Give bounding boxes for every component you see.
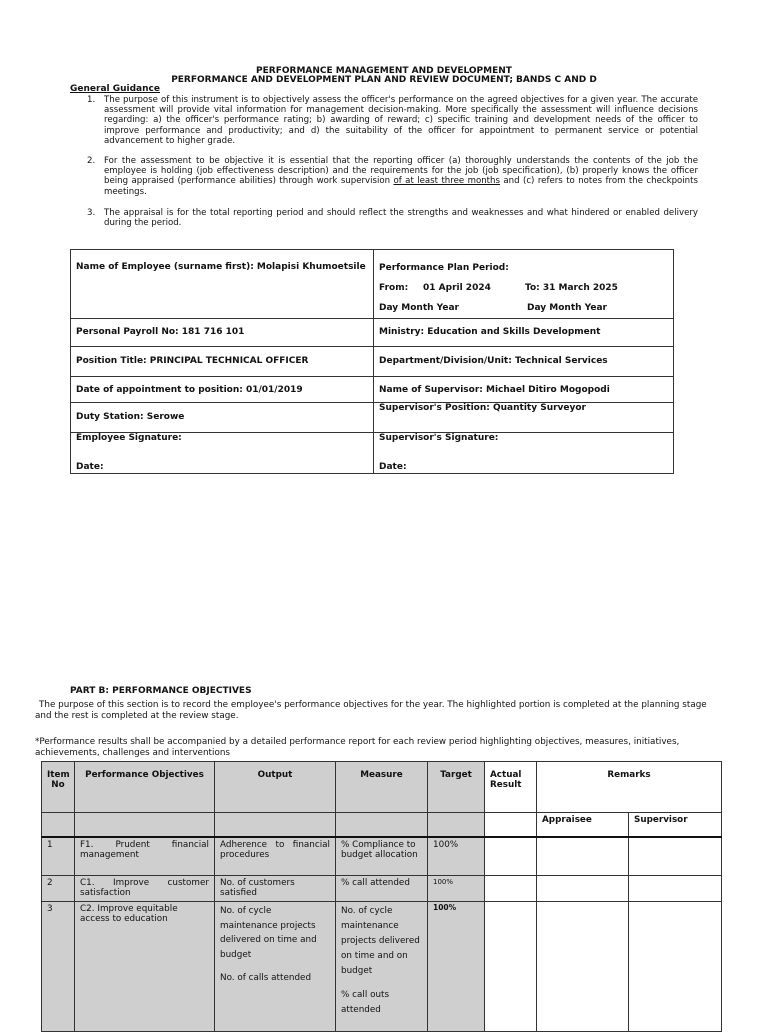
part-b-purpose: The purpose of this section is to record the employee's performance objectives for the year. The highlighted portion is completed at the planning stage and the rest is completed at the review stage. (35, 700, 707, 721)
subheader-empty-cell (42, 813, 75, 837)
department-cell (374, 347, 674, 377)
duty-station: Duty Station: Serowe (76, 412, 185, 423)
output-cell: No. of customers satisfied (215, 876, 336, 902)
part-b-heading: PART B: PERFORMANCE OBJECTIVES (70, 686, 252, 696)
actual-result-cell (485, 876, 537, 902)
guidance-item-1 (87, 95, 698, 146)
ministry-cell (374, 319, 674, 347)
payroll-cell (71, 319, 374, 347)
payroll-number: Personal Payroll No: 181 716 101 (76, 327, 245, 338)
plan-period-dates (379, 278, 668, 298)
guidance-item-text: The appraisal is for the total reporting period and should reflect the strengths and weaknesses and what hindered or enabled delivery during the period. (104, 208, 698, 229)
guidance-item-number: 3. (87, 208, 96, 218)
supervisor-date-label: Date: (379, 461, 407, 472)
subheader-empty-cell (215, 813, 336, 837)
supervisor-remarks-cell (629, 902, 722, 1032)
duty-station-cell (71, 403, 374, 433)
item-number: 2 (42, 876, 75, 902)
header-supervisor: Supervisor (629, 813, 722, 837)
employee-date-label: Date: (76, 461, 104, 472)
supervisor-position: Supervisor's Position: Quantity Surveyor (379, 403, 586, 413)
table-row (42, 902, 722, 1032)
performance-objectives-table (41, 761, 722, 1032)
from-date: 01 April 2024 (423, 283, 491, 293)
header-appraisee: Appraisee (537, 813, 629, 837)
measure-cell (336, 902, 428, 1032)
header-target: Target (428, 762, 485, 813)
objective-code: C2. (80, 904, 95, 914)
position-title: Position Title: PRINCIPAL TECHNICAL OFFICER (76, 356, 309, 367)
subheader-empty-cell (485, 813, 537, 837)
supervisor-name-cell (374, 377, 674, 403)
appointment-date-cell (71, 377, 374, 403)
supervisor-remarks-cell (629, 837, 722, 876)
output-cell: Adherence to financial procedures (215, 837, 336, 876)
to-date-format: Day Month Year (527, 303, 607, 313)
from-date-format: Day Month Year (379, 303, 459, 313)
actual-result-cell (485, 902, 537, 1032)
measure-text: No. of cycle maintenance projects delivered on time and on budget (341, 906, 420, 976)
measure-text-2: % call outs attended (341, 990, 390, 1015)
output-text-2: No. of calls attended (220, 973, 312, 983)
employee-name-cell (71, 250, 374, 319)
objective-code: C1. (80, 878, 95, 888)
item-number: 1 (42, 837, 75, 876)
to-date: To: 31 March 2025 (525, 283, 618, 293)
guidance-item-number: 2. (87, 156, 96, 166)
objective-text: Improve equitable access to education (80, 904, 178, 925)
guidance-item-text-end: and (c) refers to notes from the checkpoints meetings. (104, 176, 698, 197)
plan-period-label: Performance Plan Period: (379, 263, 509, 273)
subheader-empty-cell (336, 813, 428, 837)
header-actual-result: Actual Result (485, 762, 537, 813)
ministry: Ministry: Education and Skills Development (379, 327, 601, 338)
supervisor-signature-cell (374, 433, 674, 474)
appraisee-remarks-cell (537, 876, 629, 902)
actual-result-cell (485, 837, 537, 876)
target-cell: 100% (428, 876, 485, 902)
target-cell: 100% (428, 902, 485, 1032)
item-number: 3 (42, 902, 75, 1032)
measure-cell: % call attended (336, 876, 428, 902)
subheader-empty-cell (75, 813, 215, 837)
guidance-item-text: For the assessment to be objective it is essential that the reporting officer (a) thoroughly understands the contents of the job the employee is holding (job effectiveness description) and the requirements for the job (job specification), (b) properly knows the officer being appraised (performance abilities) through work supervision (104, 156, 698, 187)
general-guidance-heading: General Guidance (70, 84, 160, 94)
guidance-item-text: The purpose of this instrument is to objectively assess the officer's performance on the agreed objectives for a given year. The accurate assessment will provide vital information for management decision-making. More specifically the assessment will influence decisions regarding: a) the officer's performance rating; b) awarding of reward; c) specific training and development needs of the officer to improve performance and productivity; and d) the suitability of the officer for appointment to permanent service or potential advancement to higher grade. (104, 95, 698, 146)
output-cell (215, 902, 336, 1032)
appraisee-remarks-cell (537, 837, 629, 876)
guidance-item-2 (87, 156, 698, 197)
employee-name: Name of Employee (surname first): Molapisi Khumoetsile (76, 262, 366, 272)
from-label: From: (379, 283, 409, 293)
table-row (42, 876, 722, 902)
plan-period-format (379, 298, 668, 318)
objective-code: F1. (80, 839, 94, 850)
measure-cell: % Compliance to budget allocation (336, 837, 428, 876)
supervisor-remarks-cell (629, 876, 722, 902)
guidance-item-underlined-text: of at least three months (393, 176, 500, 187)
employee-info-table (70, 249, 674, 474)
plan-period-cell (374, 250, 674, 319)
supervisor-signature-label: Supervisor's Signature: (379, 433, 499, 443)
output-text: No. of cycle maintenance projects delivered on time and budget (220, 906, 317, 960)
guidance-item-3 (87, 208, 698, 229)
guidance-item-number: 1. (87, 95, 96, 105)
objective-text: Improve customer satisfaction (80, 878, 209, 899)
subheader-empty-cell (428, 813, 485, 837)
table-row (42, 837, 722, 876)
objective-cell (75, 837, 215, 876)
header-measure: Measure (336, 762, 428, 813)
part-b-note: *Performance results shall be accompanied by a detailed performance report for each review period highlighting objectives, measures, initiatives, achievements, challenges and interventions (35, 737, 680, 758)
document-title-line2: PERFORMANCE AND DEVELOPMENT PLAN AND REVIEW DOCUMENT; BANDS C AND D (171, 75, 597, 85)
objective-cell (75, 902, 215, 1032)
supervisor-position-cell (374, 403, 674, 433)
header-output: Output (215, 762, 336, 813)
employee-signature-label: Employee Signature: (76, 433, 182, 443)
department: Department/Division/Unit: Technical Services (379, 356, 608, 367)
target-cell: 100% (428, 837, 485, 876)
supervisor-name: Name of Supervisor: Michael Ditiro Mogopodi (379, 385, 610, 396)
objective-text: Prudent financial management (80, 839, 210, 860)
employee-signature-cell (71, 433, 374, 474)
document-title-line1: PERFORMANCE MANAGEMENT AND DEVELOPMENT (256, 66, 512, 76)
header-item-no: Item No (42, 762, 75, 813)
appraisee-remarks-cell (537, 902, 629, 1032)
position-cell (71, 347, 374, 377)
header-performance-objectives: Performance Objectives (75, 762, 215, 813)
objective-cell (75, 876, 215, 902)
header-remarks: Remarks (537, 762, 722, 813)
appointment-date: Date of appointment to position: 01/01/2019 (76, 385, 303, 396)
